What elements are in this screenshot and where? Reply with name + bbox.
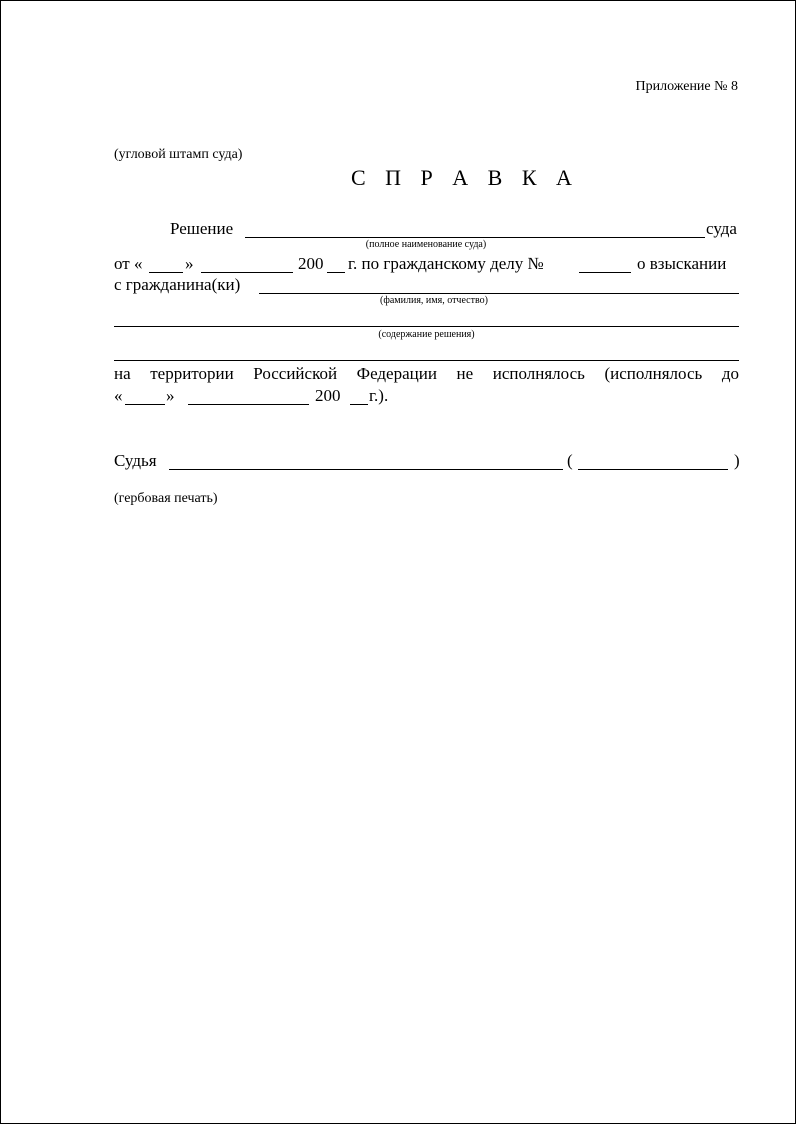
citizen-name-caption: (фамилия, имя, отчество) <box>380 295 488 306</box>
exec-day-field[interactable] <box>125 404 165 405</box>
judge-label: Судья <box>114 451 157 470</box>
appendix-label: Приложение № 8 <box>635 79 738 94</box>
execution-statement: на территории Российской Федерации не исполнялось (исполнялось до <box>114 364 739 383</box>
court-name-field[interactable] <box>245 237 705 238</box>
decision-content-field[interactable] <box>114 326 739 327</box>
year-suffix-field[interactable] <box>327 272 345 273</box>
decision-content-caption: (содержание решения) <box>378 329 475 340</box>
document-title: С П Р А В К А <box>351 165 579 190</box>
citizen-name-field[interactable] <box>259 293 739 294</box>
decision-content-field-2[interactable] <box>114 360 739 361</box>
court-word: суда <box>706 219 737 238</box>
seal-label: (гербовая печать) <box>114 491 218 506</box>
date-from-label: от « <box>114 254 143 273</box>
judge-close-paren: ) <box>734 451 740 470</box>
court-name-caption: (полное наименование суда) <box>365 239 487 250</box>
year-prefix: 200 <box>298 254 324 273</box>
month-field[interactable] <box>201 272 293 273</box>
exec-year-suffix-field[interactable] <box>350 404 368 405</box>
exec-year-prefix: 200 <box>315 386 341 405</box>
judge-signature-field[interactable] <box>169 469 563 470</box>
exec-open-quote: « <box>114 386 123 405</box>
exec-close-quote: » <box>166 386 175 405</box>
decision-label: Решение <box>170 219 234 238</box>
case-number-field[interactable] <box>579 272 631 273</box>
civil-case-text: г. по гражданскому делу № <box>348 254 544 273</box>
corner-stamp-label: (угловой штамп суда) <box>114 147 243 162</box>
judge-open-paren: ( <box>567 451 573 470</box>
date-close-quote: » <box>185 254 194 273</box>
citizen-label: с гражданина(ки) <box>114 275 241 294</box>
day-field[interactable] <box>149 272 183 273</box>
exec-month-field[interactable] <box>188 404 309 405</box>
judge-name-field[interactable] <box>578 469 728 470</box>
recovery-text: о взыскании <box>637 254 727 273</box>
exec-year-end: г.). <box>369 386 389 405</box>
